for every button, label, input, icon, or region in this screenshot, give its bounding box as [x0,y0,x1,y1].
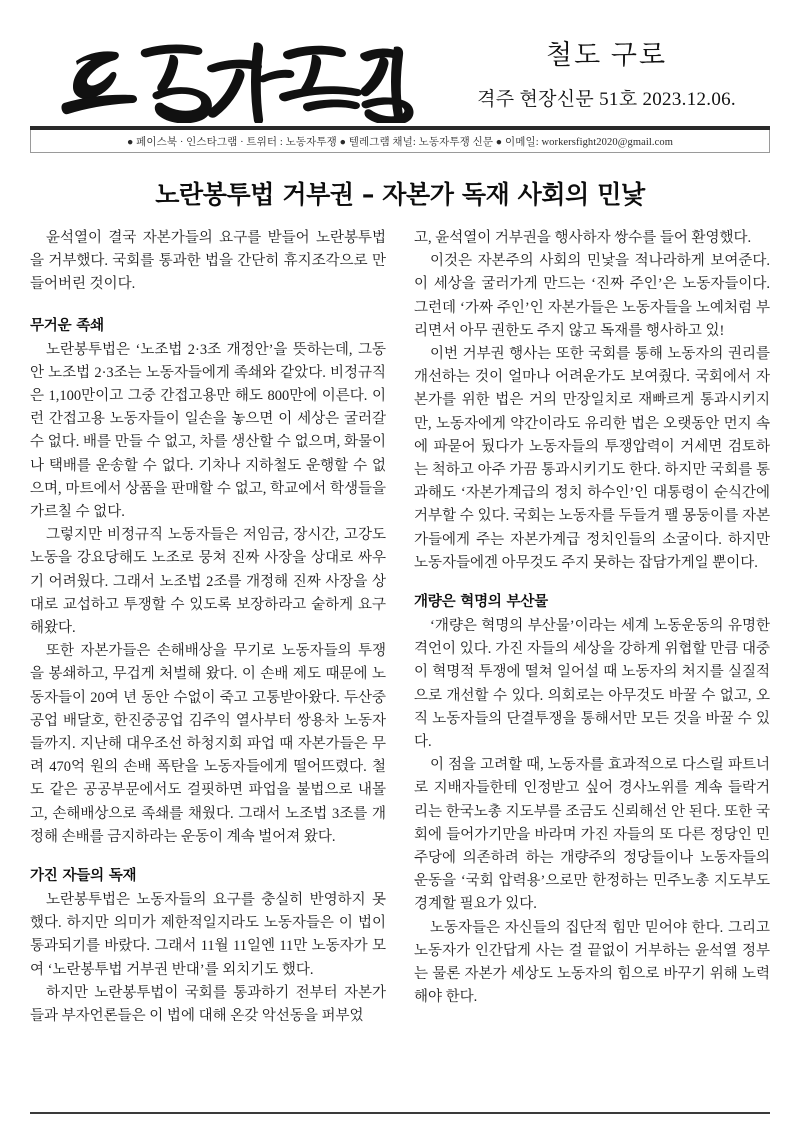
masthead [30,0,770,120]
section-heading-dictatorship-of-the-haves: 가진 자들의 독재 [30,868,137,885]
paragraph: 또한 자본가들은 손해배상을 무기로 노동자들의 투쟁을 봉쇄하고, 무겁게 처벌해 왔다. 이 손배 제도 때문에 노동자들이 20여 년 동안 수없이 죽고 고통받아왔다. 두산중공업 배달호, 한진중공업 김주익 열사부터 쌍용차 노동자들까지. 지난해 대우조선 하청지회 파업 때 자본가들은 무려 470억 원의 손배 폭탄을 노동자들에게 떨어뜨렸다. 철도 같은 공공부문에서도 걸핏하면 파업을 불법으로 내몰고, 손해배상으로 족쇄를 채웠다. 그래서 노조법 3조를 개정해 손배를 금지하라는 운동이 계속 벌어져 왔다. [30,643,386,845]
paragraph: 그렇지만 비정규직 노동자들은 저임금, 장시간, 고강도 노동을 강요당해도 노조로 뭉쳐 진짜 사장을 상대로 싸우기 어려웠다. 그래서 노조법 2조를 개정해 진짜 사장을 상대로 교섭하고 투쟁할 수 있도록 보장하라고 숱하게 요구해왔다. [30,527,386,637]
paragraph: 노란봉투법은 ‘노조법 2·3조 개정안’을 뜻하는데, 그동안 노조법 2·3조는 노동자들에게 족쇄와 같았다. 비정규직은 1,100만이고 그중 간접고용만 해도 800만에 이른다. 이런 간접고용 노동자들이 일손을 놓으면 이 세상은 굴러갈 수 없다. 배를 만들 수 없고, 차를 생산할 수 없으며, 화물이나 택배를 운송할 수 없다. 기차나 지하철도 운행할 수 없으며, 마트에서 상품을 판매할 수 없고, 학교에서 학생들을 가르칠 수 없다. [30,341,386,521]
lead-paragraph: 윤석열이 결국 자본가들의 요구를 받들어 노란봉투법을 거부했다. 국회를 통과한 법을 간단히 휴지조각으로 만들어버린 것이다. [30,230,386,293]
paragraph: ‘개량은 혁명의 부산물’이라는 세계 노동운동의 유명한 격언이 있다. 가진 자들의 세상을 강하게 위협할 만큼 대중이 혁명적 투쟁에 떨쳐 일어설 때 노동자의 처지를 실질적으로 개선할 수 있다. 의회로는 아무것도 바꿀 수 없고, 오직 노동자들의 단결투쟁을 통해서만 모든 것을 바꿀 수 있다. [414,618,770,751]
masthead-edition-info [477,41,736,112]
brush-calligraphy-logo-icon [58,31,418,123]
paragraph: 이번 거부권 행사는 또한 국회를 통해 노동자의 권리를 개선하는 것이 얼마나 어려운가도 보여줬다. 국회에서 자본가를 위한 법은 거의 만장일치로 재빠르게 통과시키지만, 노동자에게 약간이라도 유리한 법은 오랫동안 먼지 속에 파묻어 뒀다가 노동자들의 투쟁압력이 거세면 검토하는 척하고 아주 가끔 통과시키기도 한다. 하지만 국회를 통과해도 ‘자본가계급의 정치 하수인’인 대통령이 순식간에 거부할 수 있다. 국회는 노동자를 두들겨 팰 몽둥이를 자본가들에게 주는 자본가계급 정치인들의 소굴이다. 하지만 노동자들에겐 아무것도 주지 못하는 잡담가게일 뿐이다. [414,346,770,571]
edition-title: 철도 구로 [546,39,668,70]
paragraph-continued: 고, 윤석열이 거부권을 행사하자 쌍수를 들어 환영했다. [414,230,752,246]
paragraph: 노동자들은 자신들의 집단적 힘만 믿어야 한다. 그리고 노동자가 인간답게 사는 걸 끝없이 거부하는 윤석열 정부는 물론 자본가 세상도 노동자의 힘으로 바꾸기 위해 노력해야 한다. [414,919,770,1006]
contact-bar [30,130,770,153]
masthead-logo [58,31,418,123]
paragraph: 이 점을 고려할 때, 노동자를 효과적으로 다스릴 파트너로 지배자들한테 인정받고 싶어 경사노위를 계속 들락거리는 한국노총 지도부를 조금도 신뢰해선 안 된다. 또한 국회에 들어가기만을 바라며 가진 자들의 또 다른 정당인 민주당에 의존하려 하는 개량주의 정당들이나 노동자들의 운동을 ‘국회 압력용’으로만 한정하는 민주노총 지도부도 경계할 필요가 있다. [414,757,770,913]
paragraph: 이것은 자본주의 사회의 민낯을 적나라하게 보여준다. 이 세상을 굴러가게 만드는 ‘진짜 주인’은 노동자들이다. 그런데 ‘가짜 주인’인 자본가들은 노동자들을 노예처럼 부리면서 아무 권한도 주지 않고 독재를 행사하고 있! [414,253,770,339]
contact-bar-text: ● 페이스북 · 인스타그램 · 트위터 : 노동자투쟁 ● 텔레그램 채널: 노동자투쟁 신문 ● 이메일: workersfight2020@gmail.com [126,136,673,148]
left-column [30,227,386,1099]
paragraph: 노란봉투법은 노동자들의 요구를 충실히 반영하지 못했다. 하지만 의미가 제한적일지라도 노동자들은 이 법이 통과되기를 바랐다. 그래서 11월 11일엔 11만 노동자가 모여 ‘노란봉투법 거부권 반대’를 외치기도 했다. [30,892,386,978]
article-body [30,227,770,1099]
section-heading-reform-byproduct-of-revolution: 개량은 혁명의 부산물 [414,594,548,611]
footer-rule [30,1112,770,1114]
edition-subtitle: 격주 현장신문 51호 2023.12.06. [477,89,736,111]
article-headline: 노란봉투법 거부권 – 자본가 독재 사회의 민낯 [155,180,645,209]
right-column [414,227,770,1099]
section-heading-heavy-shackles: 무거운 족쇄 [30,317,104,334]
paragraph: 하지만 노란봉투법이 국회를 통과하기 전부터 자본가들과 부자언론들은 이 법에 대해 온갖 악선동을 퍼부었 [30,984,386,1025]
